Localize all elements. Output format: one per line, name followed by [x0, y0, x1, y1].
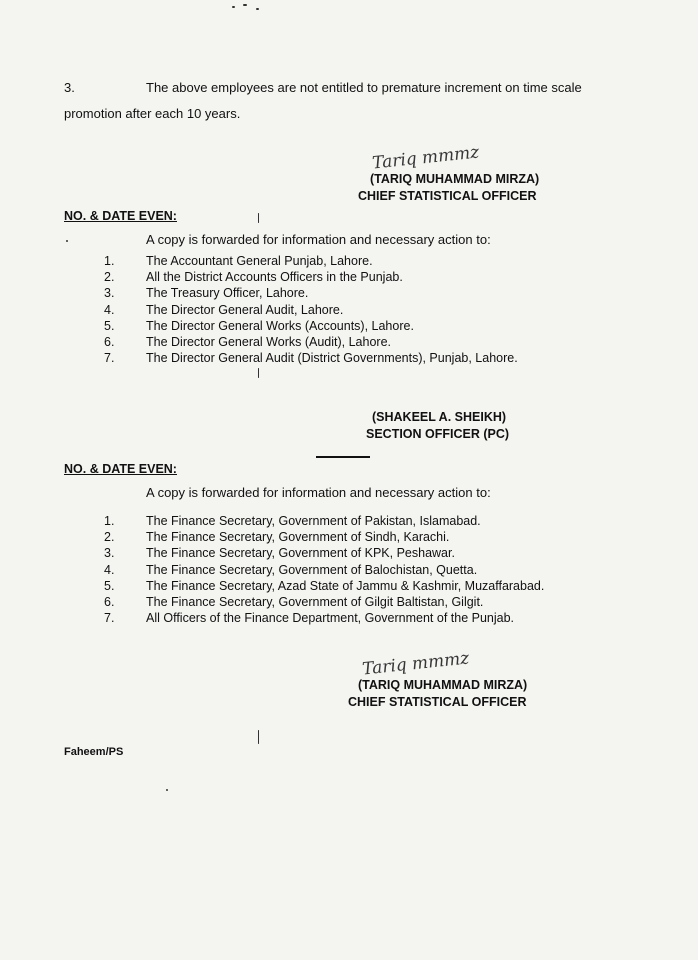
scan-speck	[166, 789, 168, 791]
list-item-text: The Finance Secretary, Government of Balochistan, Quetta.	[146, 562, 478, 577]
list-item-number: 5.	[104, 318, 115, 333]
list-item-text: The Director General Audit, Lahore.	[146, 302, 344, 317]
list-item	[104, 595, 604, 611]
forward-intro: A copy is forwarded for information and necessary action to:	[146, 485, 491, 500]
scan-speck	[256, 8, 259, 10]
list-item	[104, 335, 584, 351]
list-item-text: The Finance Secretary, Government of Gilgit Baltistan, Gilgit.	[146, 594, 484, 609]
list-item-number: 4.	[104, 562, 115, 577]
list-item-text: The Treasury Officer, Lahore.	[146, 286, 309, 301]
paragraph-line-1: The above employees are not entitled to premature increment on time scale	[146, 80, 582, 95]
list-item	[104, 546, 604, 562]
list-item	[104, 351, 584, 367]
list-item	[104, 319, 584, 335]
list-item	[104, 270, 584, 286]
list-item	[104, 611, 604, 627]
list-item	[104, 530, 604, 546]
list-item-text: The Director General Works (Audit), Lahore.	[146, 334, 392, 349]
section-heading: NO. & DATE EVEN:	[64, 462, 177, 476]
section-heading: NO. & DATE EVEN:	[64, 209, 177, 223]
scan-speck	[66, 240, 68, 242]
list-item-number: 6.	[104, 334, 115, 349]
signatory-title: CHIEF STATISTICAL OFFICER	[358, 189, 537, 203]
paragraph-number: 3.	[64, 80, 75, 95]
list-item-number: 3.	[104, 286, 115, 301]
signatory-title: CHIEF STATISTICAL OFFICER	[348, 695, 527, 709]
list-item-number: 3.	[104, 546, 115, 561]
typist-initials: Faheem/PS	[64, 746, 124, 758]
list-item-number: 4.	[104, 302, 115, 317]
list-item	[104, 303, 584, 319]
list-item-number: 1.	[104, 254, 115, 268]
paragraph-line-2: promotion after each 10 years.	[64, 106, 241, 121]
scan-speck	[258, 213, 259, 223]
list-item-number: 1.	[104, 514, 115, 528]
list-item-number: 2.	[104, 270, 115, 285]
signatory-title: SECTION OFFICER (PC)	[366, 427, 510, 441]
list-item-text: All Officers of the Finance Department, Government of the Punjab.	[146, 611, 515, 626]
list-item-number: 7.	[104, 351, 115, 366]
scan-speck	[258, 730, 259, 744]
list-item-text: The Finance Secretary, Government of Pakistan, Islamabad.	[146, 514, 481, 528]
list-item-text: The Finance Secretary, Azad State of Jammu & Kashmir, Muzaffarabad.	[146, 578, 545, 593]
list-item-number: 6.	[104, 594, 115, 609]
recipient-list	[104, 514, 604, 627]
list-item-text: The Finance Secretary, Government of Sindh, Karachi.	[146, 530, 450, 545]
list-item	[104, 514, 604, 530]
list-item	[104, 579, 604, 595]
signatory-name: (SHAKEEL A. SHEIKH)	[372, 410, 507, 424]
recipient-list	[104, 254, 584, 367]
list-item-number: 5.	[104, 578, 115, 593]
scan-speck	[232, 6, 235, 8]
signatory-name: (TARIQ MUHAMMAD MIRZA)	[370, 172, 540, 186]
list-item-number: 7.	[104, 611, 115, 626]
scan-speck	[258, 368, 259, 378]
forward-intro: A copy is forwarded for information and necessary action to:	[146, 232, 491, 247]
list-item	[104, 563, 604, 579]
signature-handwriting: Tariq mmmz	[371, 142, 481, 174]
list-item-text: The Director General Works (Accounts), Lahore.	[146, 318, 414, 333]
list-item-text: The Accountant General Punjab, Lahore.	[146, 254, 373, 268]
scan-speck	[243, 4, 247, 6]
list-item-text: All the District Accounts Officers in the Punjab.	[146, 270, 403, 285]
signature-handwriting: Tariq mmmz	[361, 648, 471, 680]
list-item-number: 2.	[104, 530, 115, 545]
list-item-text: The Finance Secretary, Government of KPK, Peshawar.	[146, 546, 455, 561]
list-item	[104, 254, 584, 270]
divider-line	[316, 456, 370, 458]
list-item-text: The Director General Audit (District Governments), Punjab, Lahore.	[146, 351, 518, 366]
list-item	[104, 286, 584, 302]
signatory-name: (TARIQ MUHAMMAD MIRZA)	[358, 678, 528, 692]
